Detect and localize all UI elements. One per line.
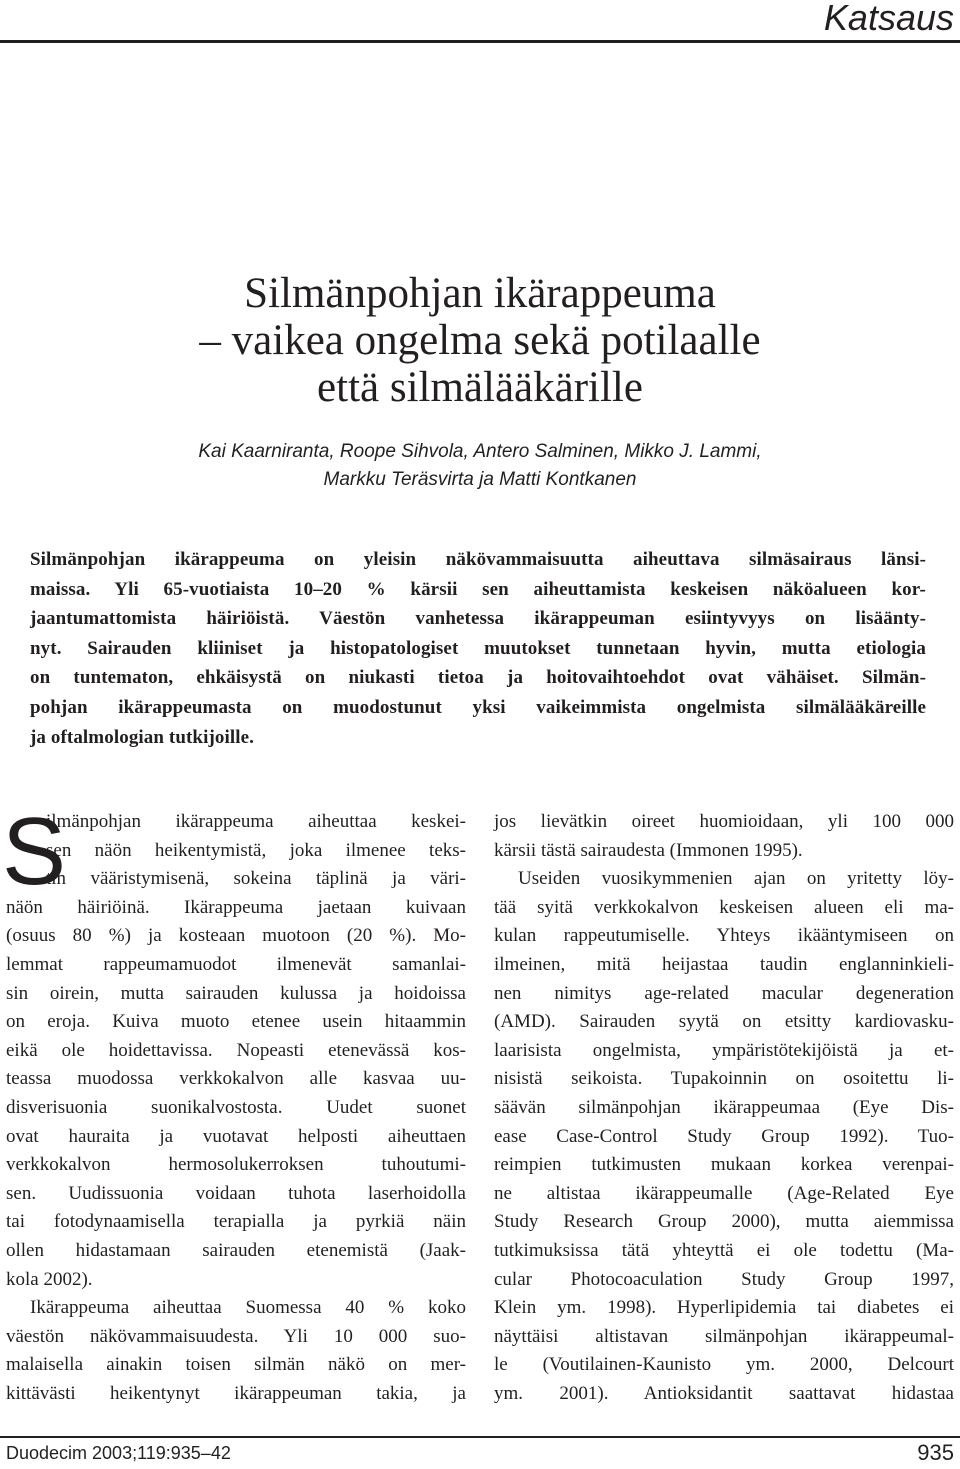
page-number: 935 <box>917 1440 954 1465</box>
body-line: malaisella ainakin toisen silmän näkö on mer- <box>6 1354 466 1376</box>
body-line: näyttäisi altistavan silmänpohjan ikärappeumal- <box>494 1325 954 1347</box>
body-line: nisistä seikoista. Tupakoinnin on osoitettu li- <box>494 1068 954 1090</box>
body-line: ym. 2001). Antioksidantit saattavat hidastaa <box>494 1382 954 1404</box>
body-line: ilmeinen, mitä heijastaa taudin englanninkieli- <box>494 953 954 975</box>
body-line: ollen hidastamaan sairauden etenemistä (Jaak- <box>6 1239 466 1261</box>
body-line: tai fotodynaamisella terapialla ja pyrkiä näin <box>6 1211 466 1233</box>
author-list <box>0 438 960 494</box>
abstract-line: Silmänpohjan ikärappeuma on yleisin näkövammaisuutta aiheuttava silmäsairaus länsi- <box>30 549 926 570</box>
article-title <box>0 270 960 411</box>
bottom-rule <box>0 1436 960 1438</box>
abstract-line: pohjan ikärappeumasta on muodostunut yksi vaikeimmista ongelmista silmälääkäreille <box>30 696 926 718</box>
body-line: le (Voutilainen-Kaunisto ym. 2000, Delcourt <box>494 1354 954 1376</box>
body-line: Study Research Group 2000), mutta aiemmissa <box>494 1211 954 1233</box>
body-line: disverisuonia suonikalvostosta. Uudet suonet <box>6 1096 466 1118</box>
body-line: säävän silmänpohjan ikärappeumaa (Eye Dis- <box>494 1096 954 1118</box>
body-line: tin vääristymisenä, sokeina täplinä ja väri- <box>46 868 466 890</box>
body-line: sin oirein, mutta sairauden kulussa ja hoidoissa <box>6 982 466 1004</box>
body-line: kittävästi heikentynyt ikärappeuman takia, ja <box>6 1382 466 1404</box>
journal-citation: Duodecim 2003;119:935–42 <box>6 1443 231 1463</box>
body-line: jos lievätkin oireet huomioidaan, yli 100 000 <box>494 811 954 832</box>
abstract-line: nyt. Sairauden kliiniset ja histopatologiset muutokset tunnetaan hyvin, mutta etiologia <box>30 637 926 659</box>
top-rule <box>0 40 960 43</box>
body-line: (osuus 80 %) ja kosteaan muotoon (20 %). Mo- <box>6 925 466 947</box>
section-label: Katsaus <box>823 0 954 38</box>
body-line: sen. Uudissuonia voidaan tuhota laserhoidolla <box>6 1182 466 1204</box>
body-line: Klein ym. 1998). Hyperlipidemia tai diabetes ei <box>494 1297 954 1319</box>
body-line: eikä ole hoidettavissa. Nopeasti etenevässä kos- <box>6 1039 466 1061</box>
body-line: lemmat rappeumamuodot ilmenevät samanlai- <box>6 953 466 975</box>
body-line: on eroja. Kuiva muoto etenee usein hitaammin <box>6 1011 466 1033</box>
drop-cap: S <box>2 798 67 905</box>
body-line: kulan rappeutumiselle. Yhteys ikääntymiseen on <box>494 925 954 947</box>
abstract-line: jaantumattomista häiriöistä. Väestön vanhetessa ikärappeuman esiintyvyys on lisäänty- <box>30 608 926 630</box>
body-line: kola 2002). <box>6 1268 93 1290</box>
body-line: väestön näkövammaisuudesta. Yli 10 000 suo- <box>6 1325 466 1347</box>
body-line: ne altistaa ikärappeumalle (Age-Related Eye <box>494 1182 954 1204</box>
body-line: cular Photocoaculation Study Group 1997, <box>494 1268 954 1290</box>
title-line: – vaikea ongelma sekä potilaalle <box>199 317 761 364</box>
body-line: verkkokalvon hermosolukerroksen tuhoutumi- <box>6 1154 466 1176</box>
body-line: tää syitä verkkokalvon keskeisen alueen eli ma- <box>494 896 954 918</box>
body-line: sen näön heikentymistä, joka ilmenee teks- <box>46 839 466 861</box>
body-column-right <box>494 808 954 1408</box>
title-line: Silmänpohjan ikärappeuma <box>244 270 716 317</box>
body-line: Ikärappeuma aiheuttaa Suomessa 40 % koko <box>30 1297 466 1319</box>
abstract-line: maissa. Yli 65-vuotiaista 10–20 % kärsii sen aiheuttamista keskeisen näköalueen kor- <box>30 578 926 600</box>
body-line: kärsii tästä sairaudesta (Immonen 1995). <box>494 839 803 861</box>
abstract-line: on tuntematon, ehkäisystä on niukasti tietoa ja hoitovaihtoehdot ovat vähäiset. Silmän- <box>30 667 926 689</box>
author-line: Kai Kaarniranta, Roope Sihvola, Antero Salminen, Mikko J. Lammi, <box>198 441 762 462</box>
abstract-line: ja oftalmologian tutkijoille. <box>30 726 255 748</box>
abstract <box>30 545 926 752</box>
body-line: näön häiriöinä. Ikärappeuma jaetaan kuivaan <box>6 896 466 918</box>
title-line: että silmälääkärille <box>317 364 643 411</box>
author-line: Markku Teräsvirta ja Matti Kontkanen <box>323 469 637 490</box>
body-line: reimpien tutkimusten mukaan korkea verenpai- <box>494 1154 954 1176</box>
body-line: ease Case-Control Study Group 1992). Tuo- <box>494 1125 954 1147</box>
body-line: Useiden vuosikymmenien ajan on yritetty löy- <box>518 868 954 890</box>
body-line: ilmänpohjan ikärappeuma aiheuttaa keskei- <box>46 811 466 832</box>
body-line: laarisista ongelmista, ympäristötekijöistä ja et- <box>494 1039 954 1061</box>
body-line: teassa muodossa verkkokalvon alle kasvaa uu- <box>6 1068 466 1090</box>
body-line: (AMD). Sairauden syytä on etsitty kardiovasku- <box>494 1011 954 1033</box>
body-column-left <box>6 808 466 1408</box>
body-line: nen nimitys age-related macular degeneration <box>494 982 954 1004</box>
body-line: ovat hauraita ja vuotavat helposti aiheuttaen <box>6 1125 466 1147</box>
body-line: tutkimuksissa tätä yhteyttä ei ole todettu (Ma- <box>494 1239 954 1261</box>
